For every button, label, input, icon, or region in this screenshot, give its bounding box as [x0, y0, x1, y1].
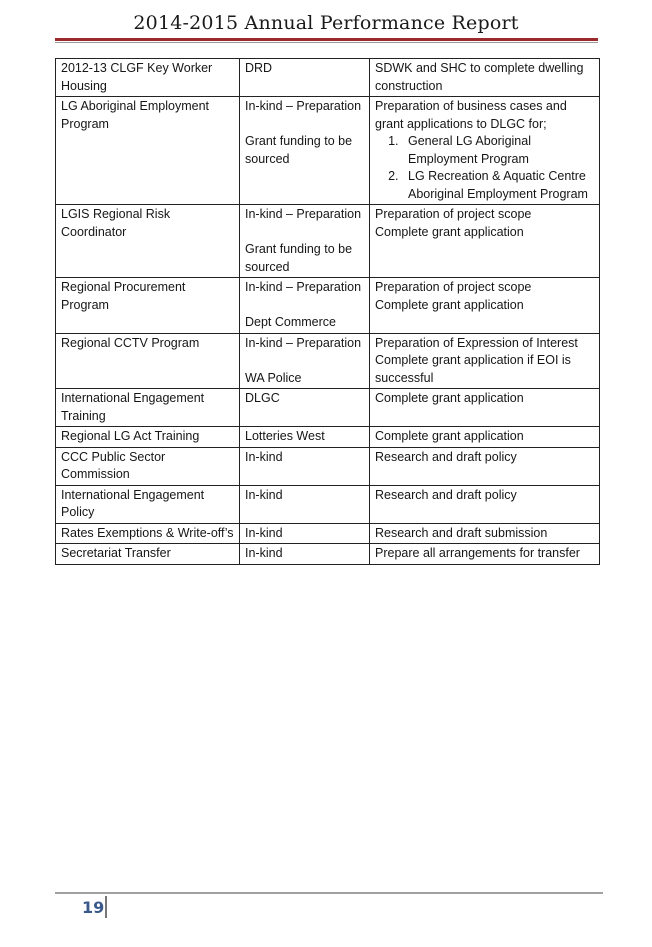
action-cell [370, 333, 600, 389]
resource-cell [240, 485, 370, 523]
table-row [56, 97, 600, 205]
resource-cell [240, 427, 370, 448]
project-cell [56, 97, 240, 205]
resource-cell [240, 447, 370, 485]
project-name: CCC Public Sector Commission [61, 449, 166, 481]
resource-gap [245, 297, 364, 315]
resource-line: In-kind – Preparation [245, 207, 362, 221]
project-name: Regional CCTV Program [61, 335, 200, 350]
action-cell [370, 485, 600, 523]
resource-line: In-kind [245, 487, 283, 502]
table-row [56, 523, 600, 544]
action-line: Complete grant application [375, 391, 524, 405]
resource-cell [240, 278, 370, 334]
project-name: International Engagement Training [61, 391, 205, 423]
resource-line: In-kind [245, 546, 283, 560]
table-row [56, 447, 600, 485]
header-rule-gray [55, 42, 598, 43]
resource-line: WA Police [245, 370, 302, 385]
project-cell [56, 205, 240, 278]
project-name: Regional LG Act Training [61, 429, 200, 443]
action-line: SDWK and SHC to complete dwelling construction [375, 61, 584, 93]
project-cell [56, 333, 240, 389]
resource-cell [240, 59, 370, 97]
project-cell [56, 523, 240, 544]
project-name: LGIS Regional Risk Coordinator [61, 207, 171, 239]
action-cell [370, 205, 600, 278]
resource-cell [240, 389, 370, 427]
resource-cell [240, 333, 370, 389]
resource-cell [240, 205, 370, 278]
action-line: Prepare all arrangements for transfer [375, 546, 580, 560]
resource-cell [240, 523, 370, 544]
action-line: Complete grant application [375, 429, 524, 443]
page-number: 19 [82, 898, 105, 917]
action-line: Preparation of project scope [375, 207, 532, 221]
header-rule-red [55, 38, 598, 41]
action-line: Complete grant application if EOI is successful [375, 353, 571, 385]
project-cell [56, 447, 240, 485]
resource-line: Dept Commerce [245, 315, 336, 329]
table-row [56, 389, 600, 427]
table-row [56, 485, 600, 523]
action-cell [370, 278, 600, 334]
project-name: Secretariat Transfer [61, 546, 171, 560]
action-cell [370, 427, 600, 448]
action-line: Research and draft policy [375, 449, 517, 464]
resource-gap [245, 352, 364, 370]
resource-line: In-kind – Preparation [245, 335, 362, 350]
table-row [56, 59, 600, 97]
resource-gap [245, 116, 364, 134]
footer-rule [55, 892, 603, 894]
resource-line: Lotteries West [245, 429, 325, 443]
performance-table [55, 58, 600, 565]
resource-line: DLGC [245, 391, 280, 405]
action-cell [370, 59, 600, 97]
action-cell [370, 523, 600, 544]
action-cell [370, 544, 600, 565]
action-line: Preparation of project scope [375, 280, 532, 294]
table-row [56, 205, 600, 278]
action-line: Preparation of business cases and grant applications to DLGC for; [375, 99, 567, 131]
resource-gap [245, 224, 364, 242]
page-title: 2014-2015 Annual Performance Report [133, 12, 519, 34]
table-row [56, 427, 600, 448]
resource-cell [240, 97, 370, 205]
action-list [375, 133, 594, 203]
resource-line: In-kind [245, 449, 283, 464]
action-line: Complete grant application [375, 224, 524, 239]
project-name: Rates Exemptions & Write-off’s [61, 525, 234, 540]
resource-line: In-kind [245, 525, 283, 540]
project-cell [56, 59, 240, 97]
table-row [56, 333, 600, 389]
project-cell [56, 427, 240, 448]
table-row [56, 544, 600, 565]
project-cell [56, 278, 240, 334]
resource-line: DRD [245, 61, 273, 75]
project-cell [56, 544, 240, 565]
resource-line: In-kind – Preparation [245, 99, 362, 113]
resource-cell [240, 544, 370, 565]
action-list-item: 1. General LG Aboriginal Employment Program [402, 133, 594, 168]
project-cell [56, 389, 240, 427]
project-name: International Engagement Policy [61, 487, 205, 519]
project-name: 2012-13 CLGF Key Worker Housing [61, 61, 213, 93]
action-line: Complete grant application [375, 297, 524, 312]
resource-line: Grant funding to be sourced [245, 134, 353, 166]
action-list-item: 2. LG Recreation & Aquatic Centre Aboriginal Employment Program [402, 168, 594, 203]
action-line: Preparation of Expression of Interest [375, 335, 578, 350]
project-cell [56, 485, 240, 523]
project-name: Regional Procurement Program [61, 280, 186, 312]
resource-line: Grant funding to be sourced [245, 242, 353, 274]
table-row [56, 278, 600, 334]
action-line: Research and draft submission [375, 525, 548, 540]
action-cell [370, 447, 600, 485]
project-name: LG Aboriginal Employment Program [61, 99, 209, 131]
page-number-bar [105, 896, 107, 918]
action-line: Research and draft policy [375, 487, 517, 502]
action-cell [370, 97, 600, 205]
action-cell [370, 389, 600, 427]
resource-line: In-kind – Preparation [245, 280, 362, 294]
